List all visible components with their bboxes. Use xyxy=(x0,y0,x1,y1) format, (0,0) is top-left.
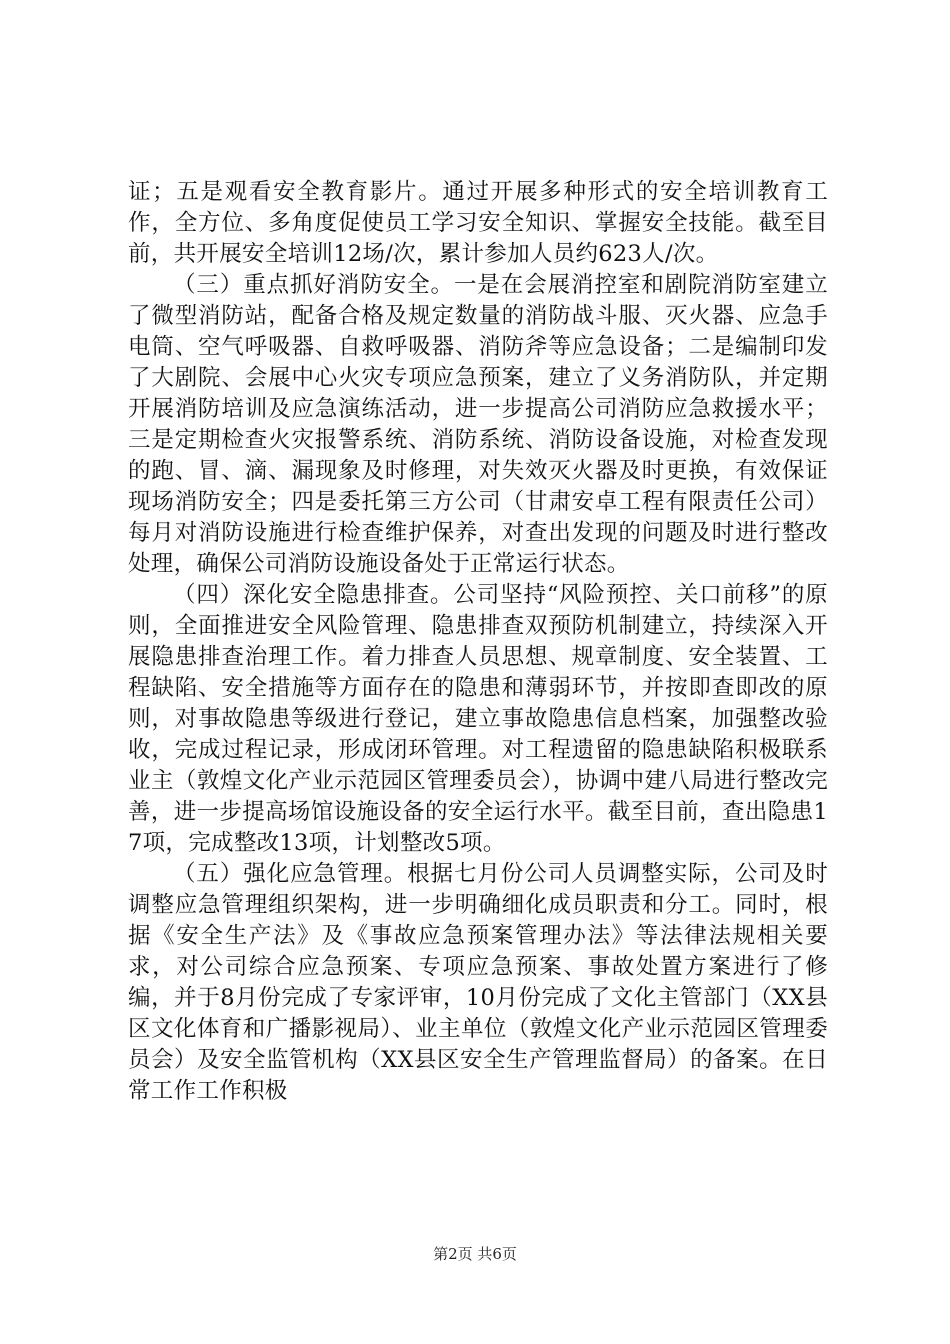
page-number-footer: 第2页 共6页 xyxy=(433,1245,517,1263)
paragraph-fire-safety: （三）重点抓好消防安全。一是在会展消控室和剧院消防室建立了微型消防站，配备合格及规定数量的消防战斗服、灭火器、应急手电筒、空气呼吸器、自救呼吸器、消防斧等应急设备；二是编制印发了大剧院、会展中心火灾专项应急预案，建立了义务消防队，并定期开展消防培训及应急演练活动，进一步提高公司消防应急救援水平；三是定期检查火灾报警系统、消防系统、消防设备设施，对检查发现的跑、冒、滴、漏现象及时修理，对失效灭火器及时更换，有效保证现场消防安全；四是委托第三方公司（甘肃安卓工程有限责任公司）每月对消防设施进行检查维护保养，对查出发现的问题及时进行整改处理，确保公司消防设施设备处于正常运行状态。 xyxy=(128,272,828,577)
paragraph-training-continuation: 证；五是观看安全教育影片。通过开展多种形式的安全培训教育工作，全方位、多角度促使员工学习安全知识、掌握安全技能。截至目前，共开展安全培训12场/次，累计参加人员约623人/次。 xyxy=(128,179,828,267)
document-body xyxy=(128,177,828,1107)
paragraph-hazard-inspection: （四）深化安全隐患排查。公司坚持“风险预控、关口前移”的原则，全面推进安全风险管理、隐患排查双预防机制建立，持续深入开展隐患排查治理工作。着力排查人员思想、规章制度、安全装置、工程缺陷、安全措施等方面存在的隐患和薄弱环节，并按即查即改的原则，对事故隐患等级进行登记，建立事故隐患信息档案，加强整改验收，完成过程记录，形成闭环管理。对工程遗留的隐患缺陷积极联系业主（敦煌文化产业示范园区管理委员会），协调中建八局进行整改完善，进一步提高场馆设施设备的安全运行水平。截至目前，查出隐患17项，完成整改13项，计划整改5项。 xyxy=(128,582,828,856)
paragraph-emergency-management: （五）强化应急管理。根据七月份公司人员调整实际，公司及时调整应急管理组织架构，进一步明确细化成员职责和分工。同时，根据《安全生产法》及《事故应急预案管理办法》等法律法规相关要求，对公司综合应急预案、专项应急预案、事故处置方案进行了修编，并于8月份完成了专家评审，10月份完成了文化主管部门（XX县区文化体育和广播影视局）、业主单位（敦煌文化产业示范园区管理委员会）及安全监管机构（XX县区安全生产管理监督局）的备案。在日常工作工作积极 xyxy=(128,861,828,1104)
